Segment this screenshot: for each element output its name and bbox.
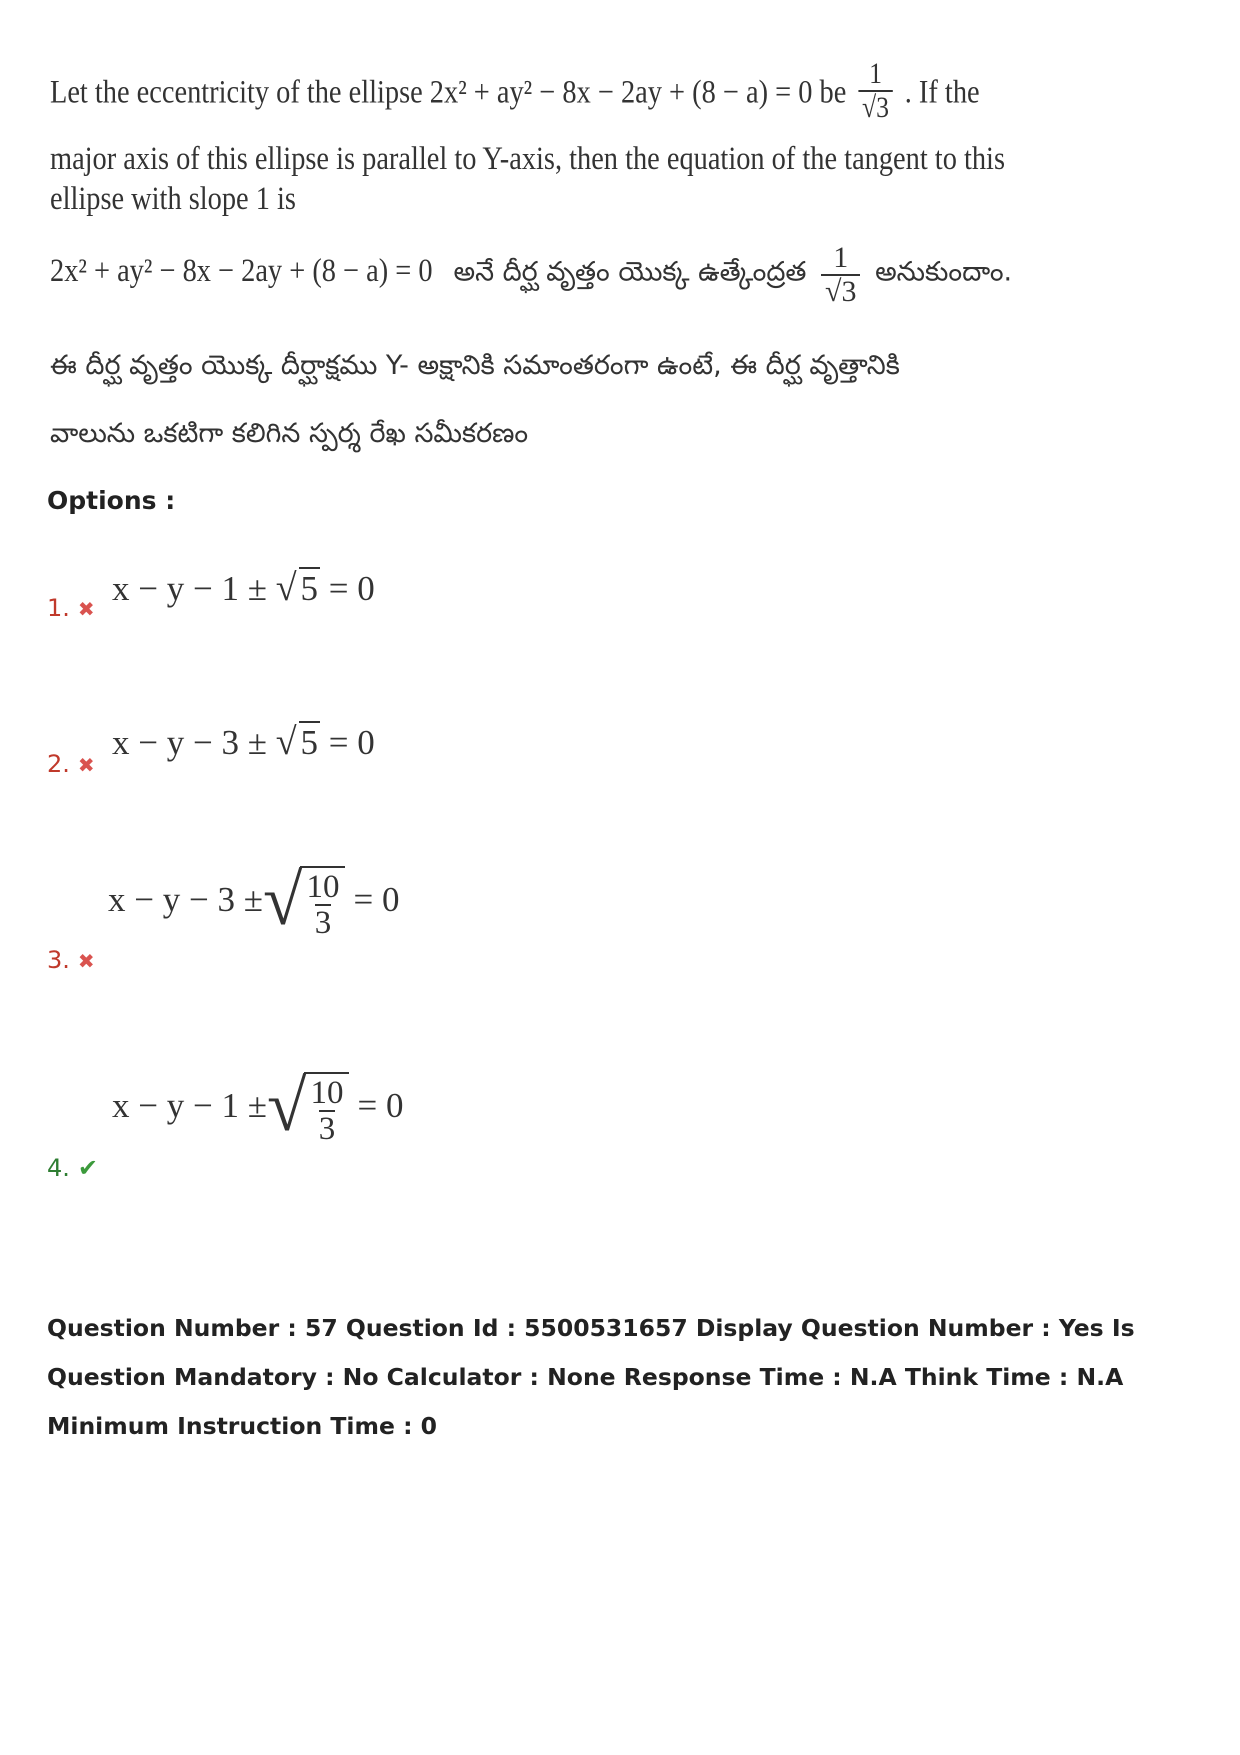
option-lhs: x − y − 3 ± — [112, 723, 276, 762]
fraction-denominator: 3 — [318, 1111, 336, 1147]
sqrt-symbol: √ — [275, 567, 297, 609]
fraction-denominator: 3 — [314, 905, 332, 941]
radicand-fraction — [300, 866, 345, 940]
option-1-equation — [112, 566, 375, 610]
fraction-numerator: 1 — [833, 241, 849, 274]
option-1[interactable] — [47, 594, 95, 622]
option-4[interactable] — [47, 1154, 98, 1182]
option-number: 4. — [47, 1154, 70, 1182]
option-2[interactable] — [47, 750, 95, 778]
question-telugu-line1 — [50, 240, 1012, 306]
wrong-mark-icon: ✖ — [77, 597, 95, 621]
question-telugu-line3: వాలును ఒకటిగా కలిగిన స్పర్శ రేఖ సమీకరణం — [50, 418, 529, 449]
option-3-equation — [108, 860, 399, 940]
fraction-numerator: 1 — [869, 57, 882, 90]
wrong-mark-icon: ✖ — [77, 949, 95, 973]
fraction-denominator: √3 — [821, 274, 860, 308]
option-3[interactable] — [47, 946, 95, 974]
question-metadata: Question Number : 57 Question Id : 5500531657 Display Question Number : Yes Is Question Mandatory : No Calculator : None Response Time : N.A Think Time : N.A Minimum Instruction Time : 0 — [47, 1314, 1135, 1440]
ellipse-equation: 2x² + ay² − 8x − 2ay + (8 − a) = 0 — [429, 74, 813, 111]
options-label: Options : — [47, 486, 176, 515]
sqrt-fraction — [267, 1066, 350, 1146]
wrong-mark-icon: ✖ — [77, 753, 95, 777]
sqrt-fraction — [263, 860, 346, 940]
fraction-numerator: 10 — [310, 1075, 344, 1111]
option-number: 1. — [47, 594, 70, 622]
question-text: Let the eccentricity of the ellipse — [50, 74, 423, 111]
option-number: 2. — [47, 750, 70, 778]
option-radicand: 5 — [300, 723, 319, 762]
question-telugu-line2: ఈ దీర్ఘ వృత్తం యొక్క దీర్ఘాక్షము Y- అక్షానికి సమాంతరంగా ఉంటే, ఈ దీర్ఘ వృత్తానికి — [50, 350, 900, 381]
question-english-line3: ellipse with slope 1 is — [50, 181, 296, 217]
option-4-equation — [112, 1066, 403, 1146]
question-text-be: be — [819, 74, 847, 111]
sqrt-symbol: √ — [266, 1066, 307, 1146]
fraction-numerator: 10 — [306, 869, 340, 905]
question-english-line1 — [50, 57, 980, 128]
option-number: 3. — [47, 946, 70, 974]
sqrt-symbol: √ — [262, 860, 303, 940]
question-english-line2: major axis of this ellipse is parallel to Y-axis, then the equation of the tangent to this — [50, 141, 1005, 177]
question-text-suffix: . If the — [904, 74, 980, 111]
option-2-equation — [112, 720, 375, 764]
eccentricity-fraction — [859, 58, 893, 124]
sqrt-symbol: √ — [275, 721, 297, 763]
correct-check-icon: ✔ — [77, 1154, 99, 1182]
option-rhs: = 0 — [320, 569, 375, 608]
ellipse-equation-telugu: 2x² + ay² − 8x − 2ay + (8 − a) = 0 — [50, 252, 433, 289]
fraction-denominator: √3 — [859, 90, 893, 124]
radicand-fraction — [304, 1072, 349, 1146]
option-rhs: = 0 — [357, 1086, 404, 1125]
option-lhs: x − y − 1 ± — [112, 569, 276, 608]
option-rhs: = 0 — [320, 723, 375, 762]
option-rhs: = 0 — [353, 880, 400, 919]
option-lhs: x − y − 1 ± — [112, 1086, 267, 1125]
telugu-text: అనే దీర్ఘ వృత్తం యొక్క ఉత్కేంద్రత — [453, 256, 807, 288]
option-lhs: x − y − 3 ± — [108, 880, 263, 919]
option-radicand: 5 — [300, 569, 319, 608]
eccentricity-fraction-telugu — [821, 242, 860, 308]
telugu-text-end: అనుకుందాం. — [875, 256, 1013, 288]
